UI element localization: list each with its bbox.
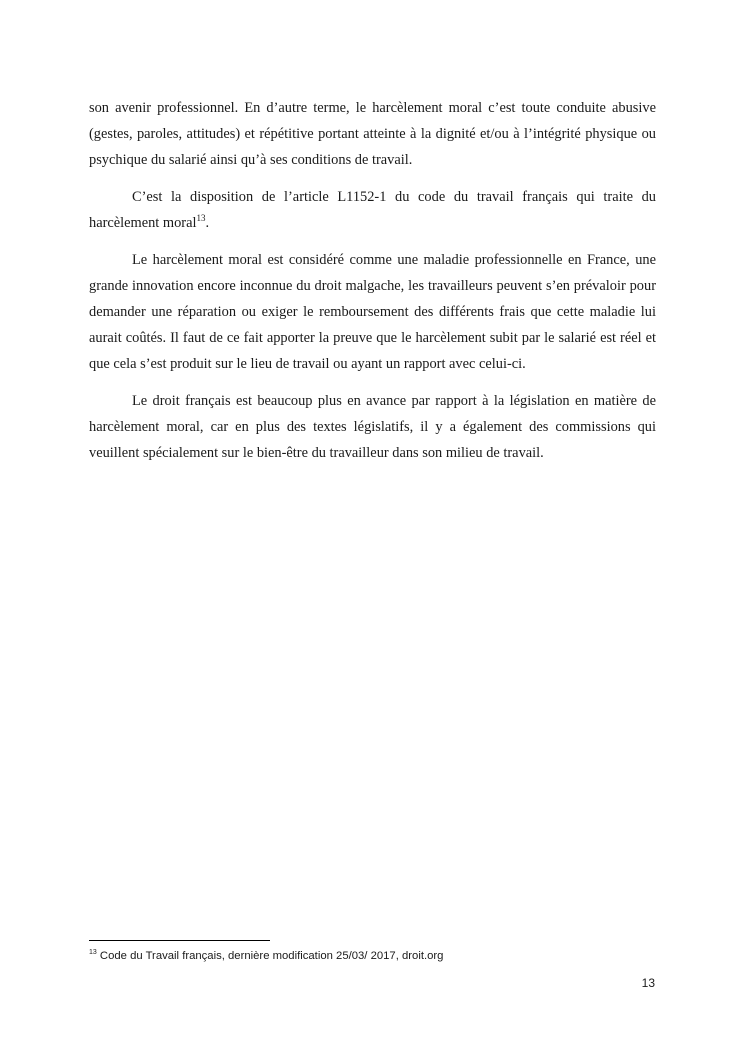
paragraph-french-law — [89, 388, 656, 466]
footnote-mark: 13 — [89, 949, 97, 957]
paragraph-3-text: Le harcèlement moral est considéré comme une maladie professionnelle en France, une grande innovation encore inconnue du droit malgache, les travailleurs peuvent s’en prévaloir pour demander une réparation ou exiger le remboursement des différents frais que cette maladie lui aurait coûtés. Il faut de ce fait apporter la preuve que le harcèlement subit par le salarié est réel et que cela s’est produit sur le lieu de travail ou ayant un rapport avec celui-ci. — [89, 252, 656, 372]
page-number: 13 — [641, 976, 655, 990]
paragraph-4-text: Le droit français est beaucoup plus en avance par rapport à la législation en matière de harcèlement moral, car en plus des textes législatifs, il y a également des commissions qui veuillent spécialement sur le bien-être du travailleur dans son milieu de travail. — [89, 393, 656, 461]
paragraph-2-end: . — [205, 215, 210, 231]
footnote — [89, 948, 656, 964]
paragraph-continuation — [89, 95, 656, 173]
footnote-reference[interactable]: 13 — [196, 213, 206, 224]
paragraph-1-text: son avenir professionnel. En d’autre terme, le harcèlement moral c’est toute conduite abusive (gestes, paroles, attitudes) et répétitive portant atteinte à la dignité et/ou à l’intégrité physique ou psychique du salarié ainsi qu’à ses conditions de travail. — [89, 100, 656, 168]
paragraph-2-text: C’est la disposition de l’article L1152-1 du code du travail français qui traite du harcèlement moral — [89, 189, 656, 231]
body-text — [89, 95, 656, 477]
footnote-text: Code du Travail français, dernière modification 25/03/ 2017, droit.org — [96, 950, 444, 962]
footnote-divider — [89, 940, 270, 941]
paragraph-article-reference — [89, 184, 656, 236]
paragraph-occupational-disease — [89, 247, 656, 377]
